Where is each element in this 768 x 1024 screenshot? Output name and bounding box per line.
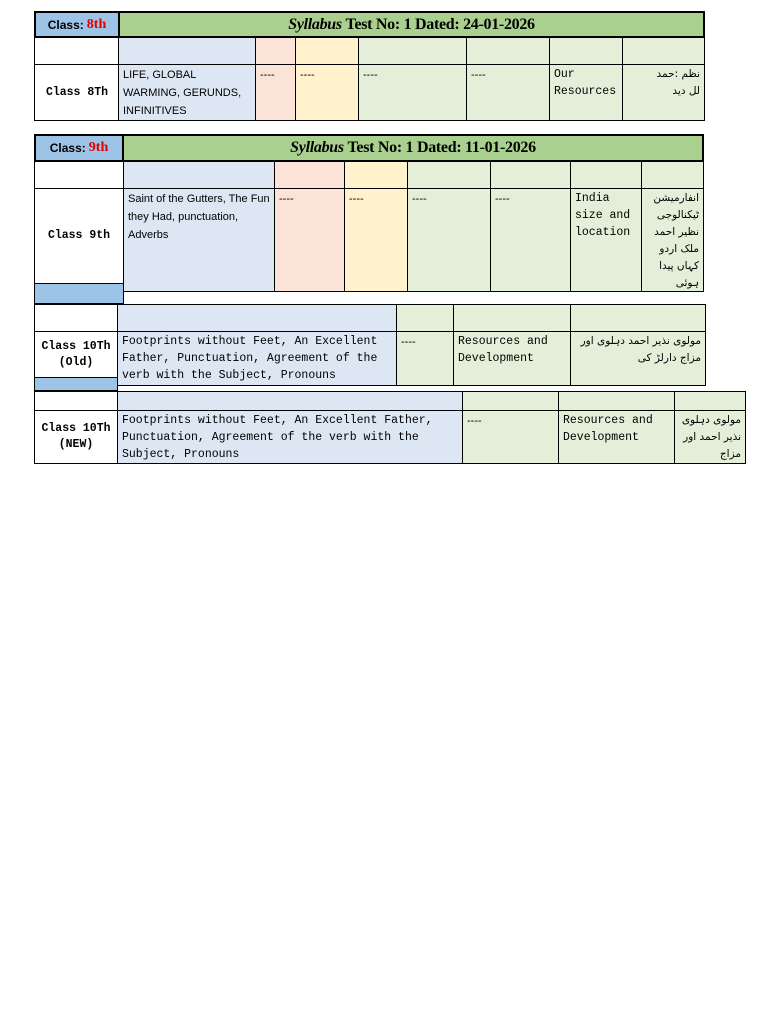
class8-header-col6 — [549, 37, 623, 65]
class10-old-urdu-syllabus: مولوی نذیر احمد دہلوی اور مزاج دارلڑ کی — [570, 331, 706, 386]
class8-class-header — [34, 11, 120, 38]
class8-title-rest: Test No: 1 Dated: 24-01-2026 — [345, 15, 535, 33]
class10-new-row-label: Class 10Th (NEW) — [34, 410, 118, 464]
class9-sst-syllabus: India size and location — [570, 188, 642, 292]
class9-header-col3 — [344, 161, 408, 189]
class9-header-english — [123, 161, 275, 189]
class8-col2-text: ---- — [255, 64, 296, 121]
class9-class-number: 9th — [88, 140, 109, 155]
class9-header-col5 — [490, 161, 571, 189]
class10-old-header-english — [117, 304, 397, 332]
class10-old-header-col3 — [453, 304, 571, 332]
class8-class-number: 8th — [86, 16, 107, 32]
class9-syllabus-word: Syllabus — [290, 139, 344, 156]
class10-old-row-label: Class 10Th (Old) — [34, 331, 118, 378]
class10-new-header-blank — [34, 391, 118, 411]
class9-col5-text: ---- — [490, 188, 571, 292]
class10-new-sst-syllabus: Resources and Development — [558, 410, 675, 464]
class8-header-col7 — [622, 37, 705, 65]
class10-new-english-syllabus: Footprints without Feet, An Excellent Father, Punctuation, Agreement of the verb with the Subject, Pronouns — [117, 410, 463, 464]
class9-header-blank — [34, 161, 124, 189]
class10-new-urdu-syllabus: مولوی دہلوی نذیر احمد اور مزاج — [674, 410, 746, 464]
class9-header-col2 — [274, 161, 345, 189]
class9-header-col6 — [570, 161, 642, 189]
class10-old-english-syllabus: Footprints without Feet, An Excellent Father, Punctuation, Agreement of the verb with the Subject, Pronouns — [117, 331, 397, 386]
class9-col2-text: ---- — [274, 188, 345, 292]
class9-blue-strip — [34, 283, 124, 304]
class9-title-rest: Test No: 1 Dated: 11-01-2026 — [347, 139, 536, 156]
class10-new-col2-text: ---- — [462, 410, 559, 464]
class10-new-header-english — [117, 391, 463, 411]
class8-urdu-syllabus: نظم :حمد لل دید — [622, 64, 705, 121]
class8-row-label: Class 8Th — [34, 64, 120, 121]
class8-class-prefix: Class: — [47, 17, 84, 32]
class10-new-header-col4 — [674, 391, 746, 411]
class10-old-blue-strip — [34, 377, 118, 391]
class8-english-syllabus: LIFE, GLOBAL WARMING, GERUNDS, INFINITIVES — [118, 64, 256, 121]
class8-header-col2 — [255, 37, 296, 65]
class8-header-col5 — [466, 37, 550, 65]
class9-col3-text: ---- — [344, 188, 408, 292]
class9-class-header — [34, 134, 124, 162]
class10-old-col2-text: ---- — [396, 331, 454, 386]
class8-header-english — [118, 37, 256, 65]
class10-old-header-col2 — [396, 304, 454, 332]
class8-col3-text: ---- — [295, 64, 359, 121]
class9-header-col7 — [641, 161, 704, 189]
class9-urdu-syllabus: انفارمیشن ٹیکنالوجی نظیر احمد ملک اردو کہاں پیدا ہوئی — [641, 188, 704, 292]
class10-old-header-col4 — [570, 304, 706, 332]
class8-header-col4 — [358, 37, 467, 65]
class8-col4-text: ---- — [358, 64, 467, 121]
class9-row-label: Class 9th — [34, 188, 124, 284]
class8-header-col3 — [295, 37, 359, 65]
class10-new-header-col3 — [558, 391, 675, 411]
class9-class-prefix: Class: — [49, 141, 86, 155]
class9-title — [122, 134, 704, 162]
class10-new-header-col2 — [462, 391, 559, 411]
class8-col5-text: ---- — [466, 64, 550, 121]
class10-old-header-blank — [34, 304, 118, 332]
class10-old-sst-syllabus: Resources and Development — [453, 331, 571, 386]
class8-title — [118, 11, 705, 38]
class8-sst-syllabus: Our Resources — [549, 64, 623, 121]
class9-header-col4 — [407, 161, 491, 189]
class8-syllabus-word: Syllabus — [288, 15, 342, 33]
class8-header-blank — [34, 37, 120, 65]
class9-english-syllabus: Saint of the Gutters, The Fun they Had, punctuation, Adverbs — [123, 188, 275, 292]
class9-col4-text: ---- — [407, 188, 491, 292]
